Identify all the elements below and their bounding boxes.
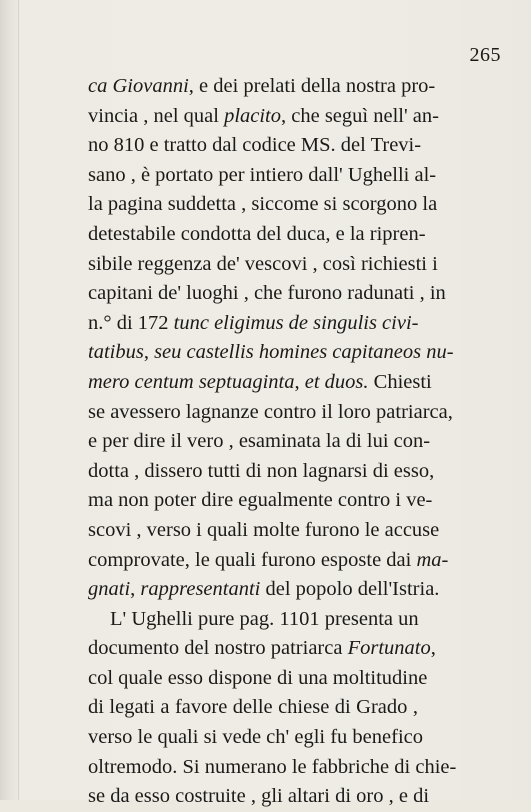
text-segment: , (294, 370, 305, 393)
text-line (88, 723, 423, 753)
text-segment: se avessero lagnanze contro il loro patriarca, (88, 400, 453, 423)
text-line (88, 457, 435, 487)
text-segment: verso le quali si vede ch' egli fu benefico (88, 726, 423, 749)
body-text (88, 72, 457, 812)
text-line (88, 427, 431, 457)
italic-text: mero centum septuaginta (88, 370, 295, 393)
italic-text: et duos. (304, 370, 369, 393)
text-segment: , (130, 578, 141, 601)
italic-text: gnati (88, 578, 131, 601)
text-line (88, 664, 428, 694)
text-line (88, 220, 426, 250)
text-line (88, 693, 418, 723)
text-segment: la pagina suddetta , siccome si scorgono la (88, 193, 438, 216)
text-line (88, 516, 440, 546)
italic-text: tatibus (88, 341, 144, 364)
text-segment: , e dei prelati della nostra pro- (188, 75, 436, 97)
page-gutter (18, 0, 19, 800)
text-segment: se da esso costruite , gli altari di oro , e di (88, 785, 430, 808)
text-segment: scovi , verso i quali molte furono le accuse (88, 518, 440, 541)
text-line (88, 782, 430, 812)
text-segment: ma non poter dire egualmente contro i ve- (88, 489, 433, 512)
italic-text: placito (224, 104, 281, 127)
italic-text: Fortunato (347, 637, 431, 660)
text-segment: sano , è portato per intiero dall' Ughelli al- (88, 163, 437, 186)
text-segment: dotta , dissero tutti di non lagnarsi di esso, (88, 459, 435, 482)
text-line (88, 190, 438, 220)
text-line (88, 368, 432, 398)
text-line (88, 398, 453, 428)
text-segment: Chiesti (368, 370, 432, 393)
text-segment: col quale esso dispone di una moltitudine (88, 666, 428, 689)
text-segment: , (430, 637, 436, 660)
text-segment: oltremodo. Si numerano le fabbriche di chie- (88, 755, 457, 778)
text-line (88, 634, 436, 664)
text-segment: del popolo dell'Istria. (260, 578, 440, 601)
italic-text: ca Giovanni (88, 75, 189, 97)
text-line (88, 250, 438, 280)
italic-text: ma- (416, 548, 449, 571)
text-segment: , che seguì nell' an- (281, 104, 439, 127)
text-segment: di legati a favore delle chiese di Grado , (88, 696, 418, 719)
text-segment: no 810 e tratto dal codice MS. del Trevi- (88, 134, 422, 157)
text-segment: documento del nostro patriarca (88, 637, 348, 660)
text-segment: , (143, 341, 155, 364)
text-line (88, 338, 454, 368)
italic-text: tunc eligimus de singulis civi- (173, 311, 419, 334)
text-line (88, 102, 439, 132)
text-segment: n.° di 172 (88, 311, 174, 334)
text-segment: vincia , nel qual (88, 104, 225, 127)
text-segment: capitani de' luoghi , che furono radunati , in (88, 282, 446, 305)
italic-text: seu castellis homines capitaneos nu- (154, 341, 454, 364)
text-line (88, 309, 418, 339)
text-line (88, 161, 437, 191)
text-segment: e per dire il vero , esaminata la di lui con- (88, 430, 431, 453)
text-line (88, 546, 449, 576)
text-line (88, 131, 422, 161)
text-segment: detestabile condotta del duca, e la ripren- (88, 222, 426, 245)
italic-text: rappresentanti (140, 578, 261, 601)
text-segment: L' Ughelli pure pag. 1101 presenta un (110, 607, 419, 630)
text-segment: comprovate, le quali furono esposte dai (88, 548, 417, 571)
text-line (88, 279, 446, 309)
text-line (88, 753, 457, 783)
text-segment: sibile reggenza de' vescovi , così richiesti i (88, 252, 438, 275)
page-number: 265 (469, 44, 501, 66)
text-line (88, 605, 418, 635)
text-line (88, 486, 433, 516)
text-line (88, 575, 440, 605)
text-line (88, 72, 436, 102)
